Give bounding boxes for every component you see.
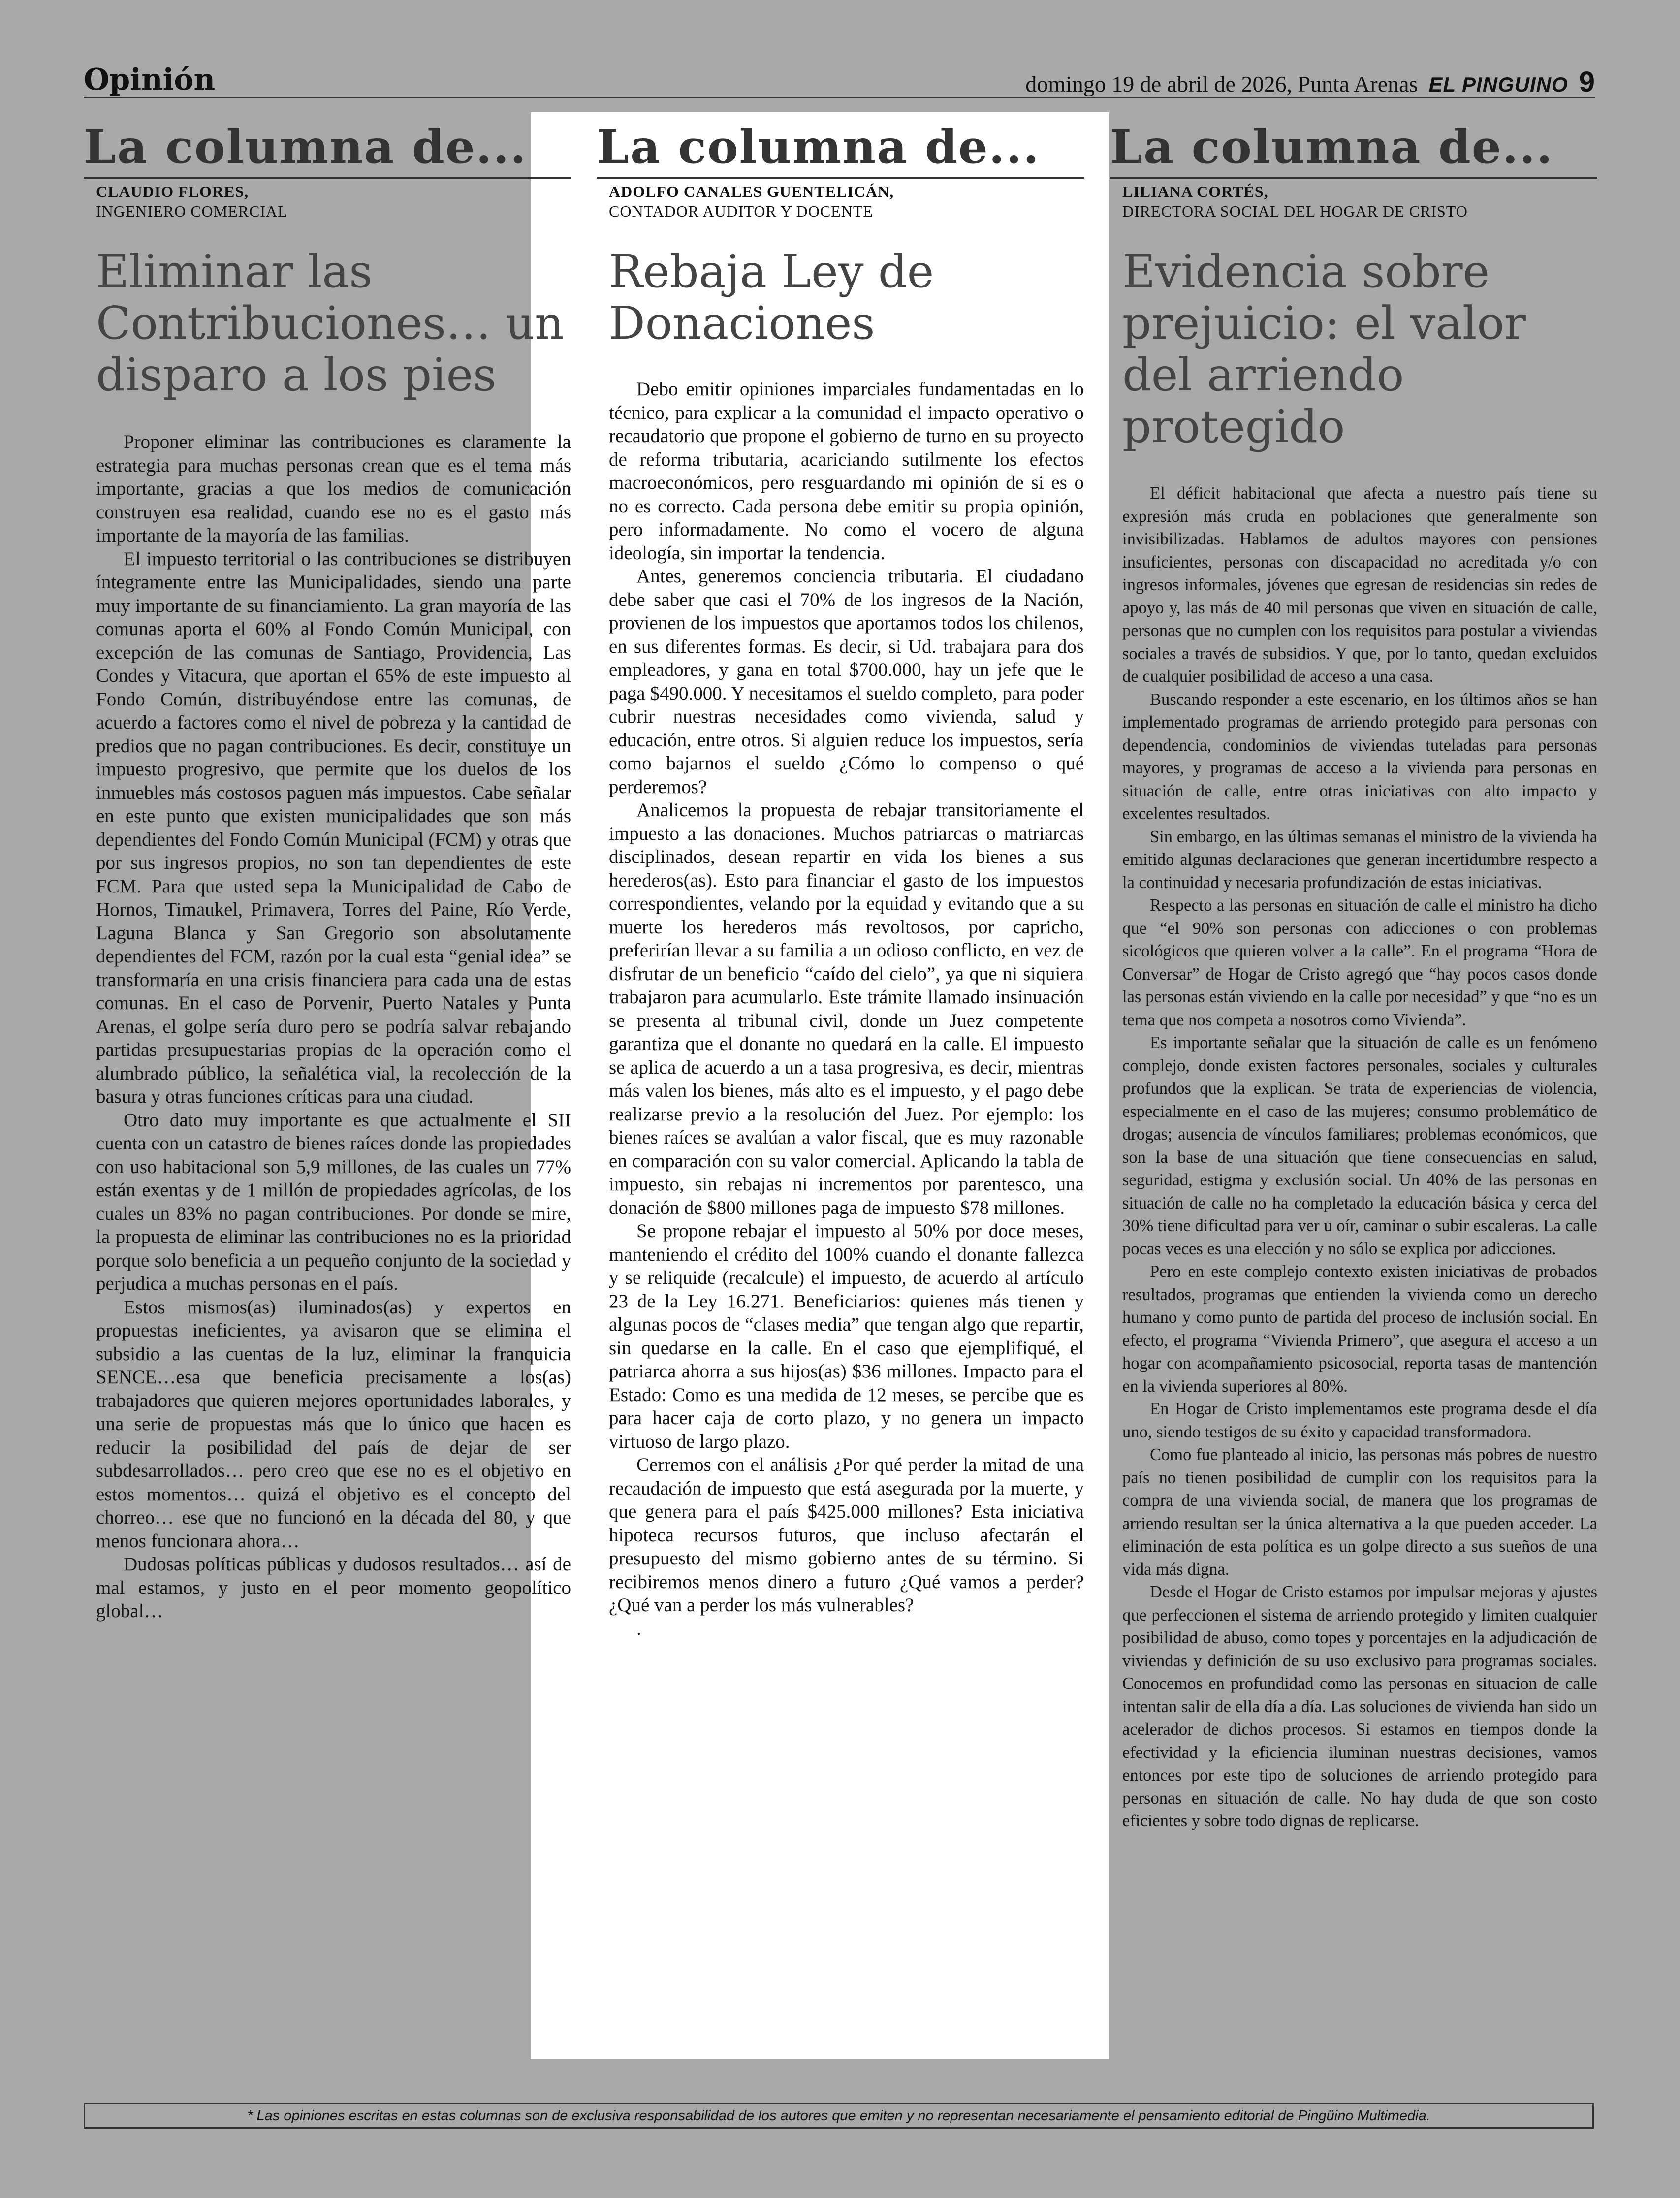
header-right [1025,65,1595,98]
section-name: Opinión [84,63,216,97]
article-body [609,378,1084,1640]
author-block [84,182,571,221]
article-body [96,430,571,1623]
author-role: DIRECTORA SOCIAL DEL HOGAR DE CRISTO [1122,202,1468,220]
author-role: INGENIERO COMERCIAL [96,202,288,220]
paragraph: Como fue planteado al inicio, las personas más pobres de nuestro país no tienen posibilidad de cumplir con los requisitos para la compra de una vivienda social, de manera que los programas de arriendo resultan ser la única alternativa a la que pueden acceder. La eliminación de esta política es un golpe directo a sus sueños de una vida más digna. [1122,1445,1597,1579]
column-kicker: La columna de... [1110,118,1597,179]
paragraph: Proponer eliminar las contribuciones es claramente la estrategia para muchas personas crean que es el tema más importante, gracias a que los medios de comunicación construyen esa realidad, cuando ese no es el gasto más importante de la mayoría de las familias. [96,431,571,546]
column-1 [84,118,571,1623]
paragraph: El déficit habitacional que afecta a nuestro país tiene su expresión más cruda en poblaciones que generalmente son invisibilizadas. Hablamos de adultos mayores con pensiones insuficientes, personas con discapacidad no acreditada y/o con ingresos informales, jóvenes que egresan de residencias sin redes de apoyo y, las más de 40 mil personas que viven en situación de calle, personas que no cumplen con los requisitos para postular a viviendas sociales a través de subsidios. Y que, por lo tanto, quedan excluidos de cualquier posibilidad de acceso a una casa. [1122,484,1597,686]
trailing-mark: . [636,1618,641,1639]
disclaimer-text: * Las opiniones escritas en estas columnas son de exclusiva responsabilidad de los autores que emiten y no representan necesariamente el pensamiento editorial de Pingüino Multimedia. [247,2107,1430,2124]
paragraph: Pero en este complejo contexto existen iniciativas de probados resultados, programas que entienden la vivienda como un derecho humano y como punto de partida del proceso de inclusión social. En efecto, el programa “Vivienda Primero”, que asegura el acceso a un hogar con acompañamiento psicosocial, reporta tasas de mantención en la vivienda superiores al 80%. [1122,1262,1597,1396]
column-2 [597,118,1084,1640]
paragraph: Es importante señalar que la situación de calle es un fenómeno complejo, donde existen factores personales, sociales y culturales profundos que la explican. Se trata de experiencias de violencia, especialmente en el caso de las mujeres; consumo problemático de drogas; ausencia de vínculos familiares; problemas económicos, que son la base de una situación que tiene consecuencias en salud, seguridad, estigma y exclusión social. Un 40% de las personas en situación de calle no ha completado la educación básica y cerca del 30% tiene dificultad para ver u oír, caminar o subir escaleras. La calle pocas veces es una elección y no sólo se explica por adicciones. [1122,1033,1597,1258]
author-block [1110,182,1597,221]
paragraph: Se propone rebajar el impuesto al 50% por doce meses, manteniendo el crédito del 100% cuando el donante fallezca y se reliquide (recalcule) el impuesto, de acuerdo al artículo 23 de la Ley 16.271. Beneficiarios: quienes más tienen y algunas pocos de “clases media” que tengan algo que repartir, sin quedarse en la calle. En el caso que ejemplifiqué, el patriarca ahorra a sus hijos(as) $36 millones. Impacto para el Estado: Como es una medida de 12 meses, se percibe que es para hacer caja de corto plazo, y no genera un impacto virtuoso de largo plazo. [609,1220,1084,1452]
article-headline: Eliminar las Contribuciones… un disparo a los pies [96,245,564,401]
paragraph: El impuesto territorial o las contribuciones se distribuyen íntegramente entre las Municipalidades, siendo una parte muy importante de su financiamiento. La gran mayoría de las comunas aporta el 60% al Fondo Común Municipal, con excepción de las comunas de Santiago, Providencia, Las Condes y Vitacura, que aportan el 65% de este impuesto al Fondo Común, distribuyéndose entre las comunas, de acuerdo a factores como el nivel de pobreza y la cantidad de predios que no pagan contribuciones. Es decir, constituye un impuesto progresivo, que permite que los duelos de los inmuebles más costosos paguen más impuestos. Cabe señalar en este punto que existen municipalidades que son más dependientes del Fondo Común Municipal (FCM) y otras que por sus ingresos propios, no son tan dependientes de este FCM. Para que usted sepa la Municipalidad de Cabo de Hornos, Timaukel, Primavera, Torres del Paine, Río Verde, Laguna Blanca y San Gregorio son absolutamente dependientes del FCM, razón por la cual esta “genial idea” se transformaría en una crisis financiera para cada una de estas comunas. En el caso de Porvenir, Puerto Natales y Punta Arenas, el golpe sería duro pero se podría salvar rebajando partidas presupuestarias propias de la operación como el alumbrado público, la señalética vial, la recolección de la basura y otras funciones críticas para una ciudad. [96,548,571,1107]
article-headline: Evidencia sobre prejuicio: el valor del arriendo protegido [1122,245,1526,453]
paragraph: Debo emitir opiniones imparciales fundamentadas en lo técnico, para explicar a la comunidad el impacto operativo o recaudatorio que propone el gobierno de turno en su proyecto de reforma tributaria, acariciando sutilmente los efectos macroeconómicos, pero resguardando mi opinión de si es o no es correcto. Cada persona debe emitir su propia opinión, pero informadamente. No como el vocero de alguna ideología, sin importar la tendencia. [609,379,1084,564]
author-name: CLAUDIO FLORES, [96,183,249,200]
author-role: CONTADOR AUDITOR Y DOCENTE [609,202,873,220]
author-name: ADOLFO CANALES GUENTELICÁN, [609,183,894,200]
paragraph: Buscando responder a este escenario, en los últimos años se han implementado programas de arriendo protegido para personas con dependencia, condominios de viviendas tuteladas para personas mayores, y programas de acceso a la vivienda para personas en situación de calle, entre otras iniciativas con alto impacto y excelentes resultados. [1122,690,1597,823]
paragraph: Cerremos con el análisis ¿Por qué perder la mitad de una recaudación de impuesto que está asegurada por la muerte, y que genera para el país $425.000 millones? Esta iniciativa hipoteca recursos futuros, que incluso afectarán el presupuesto del mismo gobierno antes de su término. Si recibiremos menos dinero a futuro ¿Qué vamos a perder? ¿Qué van a perder los más vulnerables? [609,1454,1084,1616]
article-headline: Rebaja Ley de Donaciones [609,245,934,350]
paragraph: Antes, generemos conciencia tributaria. El ciudadano debe saber que casi el 70% de los ingresos de la Nación, provienen de los impuestos que aportamos todos los chilenos, en sus diferentes formas. Es decir, si Ud. trabajara para dos empleadores, y gana en total $700.000, hay un jefe que le paga $490.000. Y necesitamos el sueldo completo, para poder cubrir nuestras necesidades como vivienda, salud y educación, entre otros. Si alguien reduce los impuestos, sería como bajarnos el sueldo ¿Cómo lo compenso o qué perderemos? [609,566,1084,797]
column-kicker: La columna de... [84,118,571,179]
paragraph: Analicemos la propuesta de rebajar transitoriamente el impuesto a las donaciones. Muchos patriarcas o matriarcas disciplinados, desean repartir en vida los bienes a sus herederos(as). Esto para financiar el gasto de los impuestos correspondientes, velando por la equidad y evitando que a su muerte los herederos más revoltosos, por capricho, preferirían llevar a su familia a un odioso conflicto, en vez de disfrutar de un beneficio “caído del cielo”, ya que ni siquiera trabajaron para acumularlo. Este trámite llamado insinuación se presenta al tribunal civil, donde un Juez competente garantiza que el donante no quedará en la calle. El impuesto se aplica de acuerdo a un a tasa progresiva, es decir, mientras más valen los bienes, más alto es el impuesto, y el pago debe realizarse previo a la resolución del Juez. Por ejemplo: los bienes raíces se avalúan a valor fiscal, que es muy razonable en comparación con su valor comercial. Aplicando la tabla de impuesto, sin rebajas ni incrementos por parentesco, una donación de $800 millones paga de impuesto $78 millones. [609,799,1084,1218]
disclaimer-box [84,2103,1594,2129]
article-body [1122,482,1597,1833]
author-name: LILIANA CORTÉS, [1122,183,1268,200]
page-header [84,62,1595,98]
column-3 [1110,118,1597,1833]
author-block [597,182,1084,221]
newspaper-logo: EL PINGUINO [1428,73,1568,96]
paragraph: Otro dato muy importante es que actualmente el SII cuenta con un catastro de bienes raíces donde las propiedades con uso habitacional son 5,9 millones, de las cuales un 77% están exentas y de 1 millón de propiedades agrícolas, de los cuales un 83% no pagan contribuciones. Por donde se mire, la propuesta de eliminar las contribuciones no es la prioridad porque solo beneficia a un pequeño conjunto de la sociedad y perjudica a muchas personas en el país. [96,1109,571,1294]
header-date: domingo 19 de abril de 2026, Punta Arenas [1025,71,1418,96]
column-kicker: La columna de... [597,118,1084,179]
paragraph: Dudosas políticas públicas y dudosos resultados… así de mal estamos, y justo en el peor momento geopolítico global… [96,1554,571,1622]
paragraph: Estos mismos(as) iluminados(as) y expertos en propuestas ineficientes, ya avisaron que se elimina el subsidio a las cuentas de la luz, eliminar la franquicia SENCE…esa que beneficia precisamente a los(as) trabajadores que quieren mejores oportunidades laborales, y una serie de propuestas más que lo único que hacen es reducir la posibilidad del país de dejar de ser subdesarrollados… pero creo que ese no es el objetivo en estos momentos… quizá el objetivo es el concepto del chorreo… ese que no funcionó en la década del 80, y que menos funcionara ahora… [96,1296,571,1552]
page-number: 9 [1579,66,1595,98]
paragraph: Sin embargo, en las últimas semanas el ministro de la vivienda ha emitido algunas declaraciones que generan incertidumbre respecto a la continuidad y necesaria profundización de estas iniciativas. [1122,827,1597,892]
paragraph: Desde el Hogar de Cristo estamos por impulsar mejoras y ajustes que perfeccionen el sistema de arriendo protegido y limiten cualquier posibilidad de abuso, como topes y porcentajes en la adjudicación de viviendas y definición de su uso exclusivo para programas sociales. Conocemos en profundidad como las personas en situacion de calle intentan salir de ella día a día. Las soluciones de vivienda han sido un acelerador de dichos procesos. Si estamos en tiempos donde la efectividad y la eficiencia iluminan nuestras decisiones, vamos entonces por este tipo de soluciones de arriendo protegido para personas en situación de calle. No hay duda de que son costo eficientes y sobre todo dignas de replicarse. [1122,1583,1597,1830]
paragraph: Respecto a las personas en situación de calle el ministro ha dicho que “el 90% son personas con adicciones o con problemas sicológicos que quieren volver a la calle”. En el programa “Hora de Conversar” de Hogar de Cristo agregó que “hay pocos casos donde las personas están viviendo en la calle por necesidad” y que “no es un tema que nos competa a nosotros como Vivienda”. [1122,896,1597,1029]
paragraph: En Hogar de Cristo implementamos este programa desde el día uno, siendo testigos de su éxito y capacidad transformadora. [1122,1400,1597,1441]
